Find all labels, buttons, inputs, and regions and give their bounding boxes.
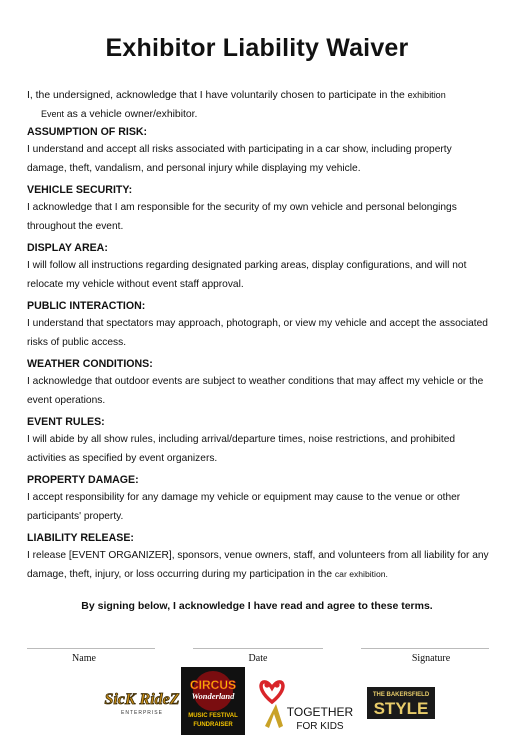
section-liability-release xyxy=(27,530,493,584)
section-heading: PROPERTY DAMAGE: xyxy=(27,474,139,486)
section-assumption-of-risk xyxy=(27,124,493,178)
section-heading: LIABILITY RELEASE: xyxy=(27,532,134,544)
name-label: Name xyxy=(72,653,96,664)
name-signature-line[interactable] xyxy=(27,648,155,649)
section-event-rules xyxy=(27,414,493,468)
for-kids-wordmark: FOR KIDS xyxy=(296,721,344,732)
liability-body: I release [EVENT ORGANIZER], sponsors, venue owners, staff, and volunteers from all liability for any damage, theft, injury, or loss occurring during my participation in the xyxy=(27,550,489,580)
intro-line-2-wrap xyxy=(27,105,497,124)
bakersfield-wordmark: THE BAKERSFIELD xyxy=(372,692,430,698)
section-body: I accept responsibility for any damage my vehicle or equipment may cause to the venue or other participants' property. xyxy=(27,492,461,522)
intro-paragraph xyxy=(27,86,497,124)
intro-line-1-small: exhibition xyxy=(407,90,446,100)
awareness-ribbon-icon xyxy=(265,704,283,728)
section-body: I will abide by all show rules, including arrival/departure times, noise restrictions, and prohibited activities as specified by event organizers. xyxy=(27,434,456,464)
together-wordmark: TOGETHER xyxy=(286,705,354,719)
section-public-interaction xyxy=(27,298,493,352)
sick-ridez-logo xyxy=(104,684,180,720)
bakersfield-style-logo xyxy=(367,687,435,719)
signature-label: Signature xyxy=(411,653,451,664)
section-heading: DISPLAY AREA: xyxy=(27,242,108,254)
together-for-kids-logo xyxy=(256,672,356,734)
section-body: I understand and accept all risks associated with participating in a car show, including property damage, theft, vandalism, and personal injury while displaying my vehicle. xyxy=(27,144,452,174)
circus-wordmark: CIRCUS xyxy=(189,678,237,692)
liability-body-small: car exhibition. xyxy=(334,569,388,579)
section-property-damage xyxy=(27,472,493,526)
section-body: I acknowledge that I am responsible for the security of my own vehicle and personal belongings throughout the event. xyxy=(27,202,457,232)
wonderland-wordmark: Wonderland xyxy=(191,691,235,701)
circus-subtitle-2: FUNDRAISER xyxy=(193,722,233,728)
signature-line[interactable] xyxy=(361,648,489,649)
intro-line-2-small: Event xyxy=(41,109,65,119)
sick-ridez-subtitle: ENTERPRISE xyxy=(121,710,163,716)
section-body: I understand that spectators may approach, photograph, or view my vehicle and accept the associated risks of public access. xyxy=(27,318,488,348)
sick-ridez-wordmark: SicK RideZ xyxy=(104,691,180,708)
circus-wonderland-logo xyxy=(181,667,245,735)
section-heading: ASSUMPTION OF RISK: xyxy=(27,126,148,138)
circus-subtitle-1: MUSIC FESTIVAL xyxy=(188,713,238,719)
section-heading: VEHICLE SECURITY: xyxy=(27,184,133,196)
style-wordmark: STYLE xyxy=(373,699,429,718)
document-title: Exhibitor Liability Waiver xyxy=(105,34,409,62)
child-figure-icon xyxy=(264,682,269,687)
agreement-statement: By signing below, I acknowledge I have read and agree to these terms. xyxy=(81,600,433,612)
section-body: I will follow all instructions regarding designated parking areas, display configurations, and will not relocate my vehicle without event staff approval. xyxy=(27,260,467,290)
section-display-area xyxy=(27,240,493,294)
section-heading: WEATHER CONDITIONS: xyxy=(27,358,153,370)
section-heading: PUBLIC INTERACTION: xyxy=(27,300,146,312)
date-signature-line[interactable] xyxy=(193,648,323,649)
section-body: I acknowledge that outdoor events are subject to weather conditions that may affect my vehicle or the event operations. xyxy=(27,376,484,406)
heart-icon xyxy=(261,682,283,702)
date-label: Date xyxy=(248,653,268,664)
section-vehicle-security xyxy=(27,182,493,236)
section-heading: EVENT RULES: xyxy=(27,416,105,428)
section-body xyxy=(27,546,493,584)
intro-line-2: as a vehicle owner/exhibitor. xyxy=(66,109,198,120)
waiver-sections xyxy=(27,124,493,588)
intro-line-1: I, the undersigned, acknowledge that I have voluntarily chosen to participate in the xyxy=(27,90,405,101)
child-figure-icon xyxy=(274,682,279,687)
section-weather-conditions xyxy=(27,356,493,410)
